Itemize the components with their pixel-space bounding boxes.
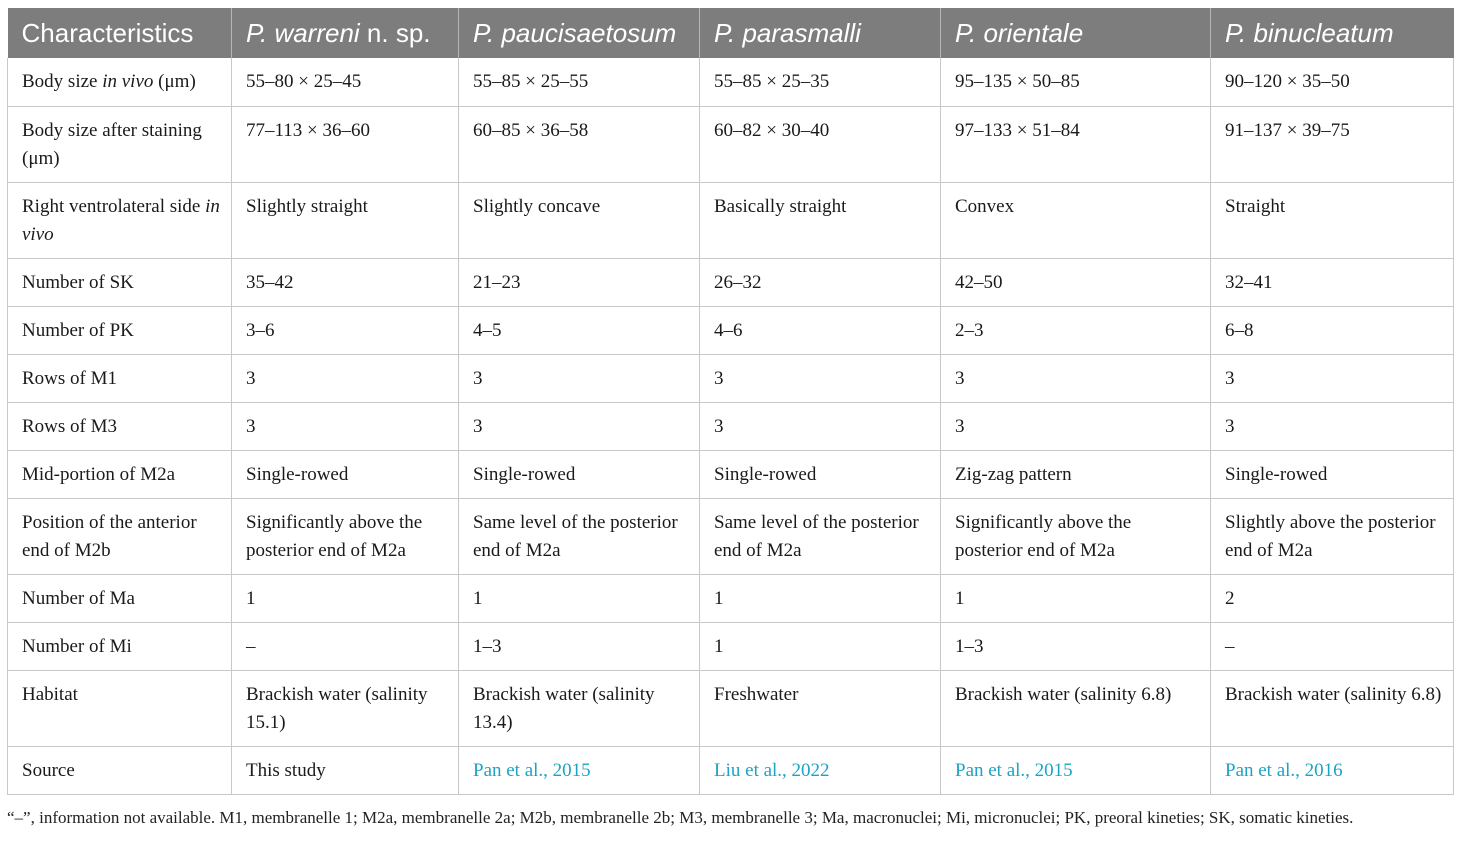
table-cell: 60–82 × 30–40 [700, 106, 941, 182]
table-cell: 3 [232, 354, 459, 402]
row-label: Body size in vivo (μm) [8, 58, 232, 106]
row-label: Body size after staining (μm) [8, 106, 232, 182]
table-row [8, 574, 1454, 622]
table-cell: 60–85 × 36–58 [459, 106, 700, 182]
table-cell: Brackish water (salinity 13.4) [459, 670, 700, 746]
header-species-1: P. warreni n. sp. [232, 8, 459, 58]
table-cell: 1 [700, 574, 941, 622]
row-label: Number of Ma [8, 574, 232, 622]
table-row [8, 58, 1454, 106]
table-cell: 1 [232, 574, 459, 622]
header-species-2 [459, 8, 700, 58]
source-link[interactable]: Pan et al., 2015 [941, 746, 1211, 794]
table-cell: 6–8 [1211, 306, 1454, 354]
table-cell: Single-rowed [459, 450, 700, 498]
table-footnote: “–”, information not available. M1, membranelle 1; M2a, membranelle 2a; M2b, membranelle 2b; M3, membranelle 3; Ma, macronuclei; Mi, micronuclei; PK, preoral kineties; SK, somatic kineties. [7, 808, 1354, 827]
table-cell: 95–135 × 50–85 [941, 58, 1211, 106]
species-name: P. binucleatum [1225, 17, 1394, 48]
species-comparison-table [7, 8, 1454, 795]
table-cell: Convex [941, 182, 1211, 258]
comparison-table-container [7, 8, 1453, 795]
table-row [8, 306, 1454, 354]
table-cell: 97–133 × 51–84 [941, 106, 1211, 182]
species-name: P. orientale [955, 17, 1084, 48]
table-cell: Single-rowed [1211, 450, 1454, 498]
table-cell: 3 [941, 402, 1211, 450]
table-cell: 3 [459, 354, 700, 402]
table-header [8, 8, 1454, 58]
table-cell: 3 [941, 354, 1211, 402]
row-label: Number of Mi [8, 622, 232, 670]
table-row [8, 106, 1454, 182]
table-cell: 26–32 [700, 258, 941, 306]
table-cell: Same level of the posterior end of M2a [459, 498, 700, 574]
table-cell: Straight [1211, 182, 1454, 258]
table-cell: 32–41 [1211, 258, 1454, 306]
table-cell: 3 [700, 354, 941, 402]
table-cell: 91–137 × 39–75 [1211, 106, 1454, 182]
row-label: Number of PK [8, 306, 232, 354]
row-label: Rows of M3 [8, 402, 232, 450]
table-cell: 1 [459, 574, 700, 622]
row-label: Rows of M1 [8, 354, 232, 402]
table-row [8, 182, 1454, 258]
table-row [8, 258, 1454, 306]
table-cell: 3 [232, 402, 459, 450]
table-cell: 42–50 [941, 258, 1211, 306]
table-cell: 4–5 [459, 306, 700, 354]
table-cell: 55–85 × 25–35 [700, 58, 941, 106]
species-name: P. parasmalli [714, 17, 861, 48]
table-cell: Same level of the posterior end of M2a [700, 498, 941, 574]
table-cell: Freshwater [700, 670, 941, 746]
table-cell: 2 [1211, 574, 1454, 622]
species-name: P. warreni [246, 17, 360, 48]
source-link[interactable]: Pan et al., 2016 [1211, 746, 1454, 794]
table-cell: Basically straight [700, 182, 941, 258]
table-cell: – [1211, 622, 1454, 670]
header-species-5 [1211, 8, 1454, 58]
row-label: Mid-portion of M2a [8, 450, 232, 498]
header-species-3 [700, 8, 941, 58]
header-species-4 [941, 8, 1211, 58]
table-cell: Slightly straight [232, 182, 459, 258]
table-row [8, 670, 1454, 746]
table-cell: 4–6 [700, 306, 941, 354]
table-row [8, 450, 1454, 498]
table-cell: 3 [1211, 402, 1454, 450]
table-row [8, 354, 1454, 402]
table-cell: This study [232, 746, 459, 794]
table-row [8, 746, 1454, 794]
header-characteristics: Characteristics [8, 8, 232, 58]
row-label: Habitat [8, 670, 232, 746]
table-cell: Single-rowed [700, 450, 941, 498]
table-cell: 3–6 [232, 306, 459, 354]
row-label: Number of SK [8, 258, 232, 306]
source-link[interactable]: Liu et al., 2022 [700, 746, 941, 794]
species-name: P. paucisaetosum [473, 17, 677, 48]
row-label: Position of the anterior end of M2b [8, 498, 232, 574]
row-label: Source [8, 746, 232, 794]
table-cell: 90–120 × 35–50 [1211, 58, 1454, 106]
header-row [8, 8, 1454, 58]
table-cell: Brackish water (salinity 15.1) [232, 670, 459, 746]
table-cell: Zig-zag pattern [941, 450, 1211, 498]
table-cell: 1–3 [459, 622, 700, 670]
table-cell: Slightly concave [459, 182, 700, 258]
table-cell: – [232, 622, 459, 670]
table-cell: 55–85 × 25–55 [459, 58, 700, 106]
table-cell: 1 [941, 574, 1211, 622]
table-cell: 2–3 [941, 306, 1211, 354]
table-cell: 3 [1211, 354, 1454, 402]
table-cell: 55–80 × 25–45 [232, 58, 459, 106]
table-cell: Slightly above the posterior end of M2a [1211, 498, 1454, 574]
table-cell: 3 [459, 402, 700, 450]
table-cell: 21–23 [459, 258, 700, 306]
table-cell: Significantly above the posterior end of M2a [941, 498, 1211, 574]
table-row [8, 402, 1454, 450]
table-cell: Brackish water (salinity 6.8) [941, 670, 1211, 746]
row-label: Right ventrolateral side in vivo [8, 182, 232, 258]
table-cell: 1 [700, 622, 941, 670]
source-link[interactable]: Pan et al., 2015 [459, 746, 700, 794]
table-cell: 77–113 × 36–60 [232, 106, 459, 182]
table-body [8, 58, 1454, 794]
table-cell: 35–42 [232, 258, 459, 306]
table-cell: 1–3 [941, 622, 1211, 670]
table-cell: 3 [700, 402, 941, 450]
table-cell: Single-rowed [232, 450, 459, 498]
table-cell: Significantly above the posterior end of M2a [232, 498, 459, 574]
table-row [8, 498, 1454, 574]
table-cell: Brackish water (salinity 6.8) [1211, 670, 1454, 746]
table-row [8, 622, 1454, 670]
